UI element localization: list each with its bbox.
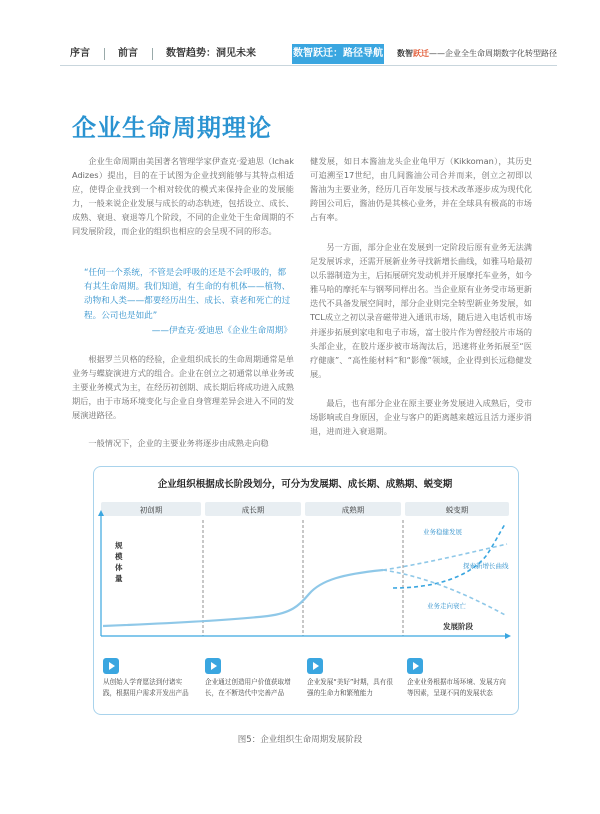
figure-title: 企业组织根据成长阶段划分，可分为发展期、成长期、成熟期、蜕变期: [157, 479, 453, 490]
phase-note-startup: 从创始人学育愿法到付诸实践，根据用户需求开发出产品: [103, 678, 189, 697]
phase-note-mature: 企业发展“美好”时期，具有很强的生命力和繁殖能力: [307, 678, 393, 697]
phase-label-growth: 成长期: [241, 505, 265, 515]
y-label-char: 量: [115, 574, 123, 583]
right-paragraph-1: 健发展，如日本酱油龙头企业龟甲万（Kikkoman），其历史可追溯至17世纪，由几间酱油公司合并而来，创立之初即以酱油为主要业务，经历几百年发展与技术改革逐步成为现代化跨国公司后，酱油仍是其核心业务，并在全球具有极高的市场占有率。: [310, 156, 532, 223]
play-icon: [103, 658, 119, 674]
left-paragraph-2: 根据罗兰贝格的经验，企业组织成长的生命周期通常是单业务与蝶旋演进方式的组合。企业在创立之初通常以单业务或主要业务模式为主，在经历初创期、成长期后将成功进入成熟期后，由于市场环境变化与企业自身管理差异会进入不同的发展演进路径。: [72, 354, 294, 421]
page-title: 企业生命周期理论: [72, 114, 272, 142]
y-label-char: 体: [115, 563, 123, 572]
x-axis-label: 发展阶段: [443, 622, 473, 631]
running-header-prefix: 数智: [397, 49, 413, 58]
phase-notes: [93, 466, 517, 713]
right-paragraph-3: 最后，也有部分企业在原主要业务发展进入成熟后，受市场影响或自身原因，企业与客户的距离越来越远且活力逐步消退，进而进入衰退期。: [310, 398, 532, 437]
quote-text: “任何一个系统，不管是会呼吸的还是不会呼吸的，都有其生命周期。我们知道，有生命的有机体——植物、动物和人类——都要经历出生、成长、衰老和死亡的过程。公司也是如此”: [84, 268, 291, 321]
nav-item-path-active[interactable]: 数智跃迁：路径导航: [292, 44, 384, 64]
play-icon: [307, 658, 323, 674]
phase-label-startup: 初创期: [139, 505, 163, 515]
play-icon: [205, 658, 221, 674]
phase-label-transform: 蜕变期: [445, 505, 469, 515]
curve-label-new-growth: 探索新增长曲线: [463, 562, 509, 570]
running-header: [397, 44, 557, 64]
right-paragraph-2: 另一方面，部分企业在发展到一定阶段后原有业务无法满足发展诉求，还需开展新业务寻找新增长曲线，如雅马哈最初以乐器制造为主，后拓展研究发动机并开展摩托车业务，如今雅马哈的摩托车与钢琴同样出名。当企业原有业务受市场更新迭代不具备发展空间时，部分企业则完全转型新业务发展，如TCL成立之初以录音磁带进入通讯市场，随后进入电话机市场并逐步拓展到家电和电子市场，富士胶片作为曾经胶片市场的头部企业，在胶片逐步被市场淘汰后，迅速将业务拓展至“医疗健康”、“高性能材料”和“影像”领域，企业得到长远稳健发展。: [310, 242, 532, 379]
phase-note-transform: 企业业务根据市场环境、发展方向等因素，呈现不同的发展状态: [407, 678, 506, 697]
y-label-char: 规: [115, 541, 123, 550]
left-paragraph-3: 一般情况下，企业的主要业务将逐步由成熟走向稳: [88, 438, 269, 448]
top-navigation: [60, 44, 557, 64]
left-paragraph-1: 企业生命周期由美国著名管理学家伊查克·爱迪思（Ichak Adizes）提出，目的在于试图为企业找到能够与其特点相适应，使得企业找到一个相对较优的模式来保持企业的发展能力，一般来说企业发展与成长的动态轨迹，包括设立、成长、成熟、衰退、衰退等几个阶段，不同的企业处于生命周期的不同发展阶段，而企业的组织也相应的会呈现不同的形态。: [72, 156, 294, 237]
phase-label-mature: 成熟期: [341, 505, 365, 515]
quote-author: ——伊查克·爱迪思《企业生命周期》: [151, 326, 292, 336]
phase-note-growth: 企业通过创造用户价值获取增长，在不断迭代中完善产品: [205, 678, 291, 697]
nav-divider: [152, 48, 153, 60]
nav-item-trends[interactable]: 数智趋势：洞见未来: [166, 48, 256, 59]
figure-caption: 图5：企业组织生命周期发展阶段: [237, 735, 363, 745]
nav-item-foreword[interactable]: 前言: [118, 48, 138, 59]
nav-divider: [104, 48, 105, 60]
nav-item-preface[interactable]: 序言: [70, 48, 90, 59]
header-divider: [60, 65, 557, 66]
play-icon: [407, 658, 423, 674]
curve-label-stable: 业务稳健发展: [423, 528, 462, 536]
running-header-accent: 跃迁: [413, 49, 429, 58]
curve-label-decline: 业务走向衰亡: [427, 602, 466, 610]
running-header-suffix: ——企业全生命周期数字化转型路径: [429, 49, 557, 58]
y-label-char: 模: [115, 552, 123, 561]
